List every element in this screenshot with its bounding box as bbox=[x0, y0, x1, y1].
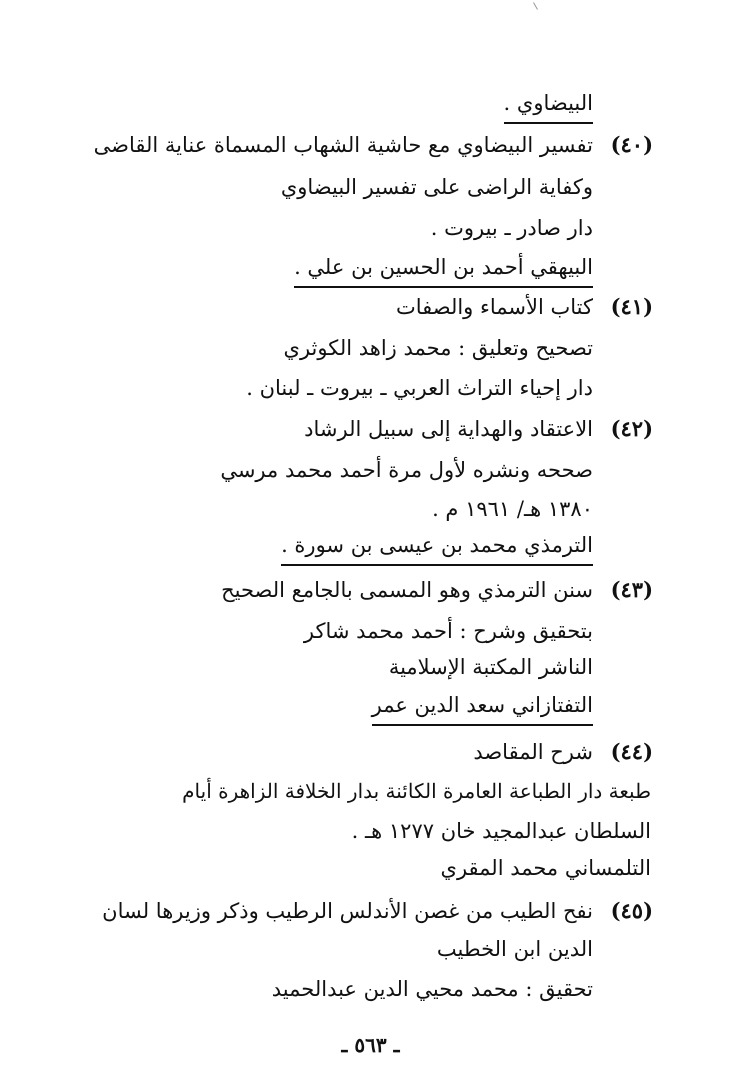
entry-editor-45: تحقيق : محمد محيي الدين عبدالحميد bbox=[271, 977, 593, 1001]
entry-edition-44: طبعة دار الطباعة العامرة الكائنة بدار الخلافة الزاهرة أيام bbox=[182, 779, 651, 803]
entry-number-40: (٤٠) bbox=[610, 132, 653, 157]
entry-title-40-cont: وكفاية الراضى على تفسير البيضاوي bbox=[280, 175, 593, 199]
entry-editor-43: بتحقيق وشرح : أحمد محمد شاكر bbox=[303, 619, 593, 643]
author-heading: البيضاوي . bbox=[504, 88, 593, 124]
entry-number-42: (٤٢) bbox=[610, 416, 653, 441]
scan-speck bbox=[533, 2, 538, 9]
author-heading: التلمساني محمد المقري bbox=[440, 856, 651, 880]
entry-title-43: سنن الترمذي وهو المسمى بالجامع الصحيح bbox=[221, 578, 593, 602]
entry-edition-44-cont: السلطان عبدالمجيد خان ١٢٧٧ هـ . bbox=[351, 819, 651, 843]
entry-title-41: كتاب الأسماء والصفات bbox=[395, 295, 593, 319]
page-number: ـ ٥٦٣ ـ bbox=[341, 1033, 400, 1057]
author-heading: التفتازاني سعد الدين عمر bbox=[372, 690, 593, 726]
entry-date-42: ١٣٨٠ هـ/ ١٩٦١ م . bbox=[432, 497, 593, 521]
entry-number-41: (٤١) bbox=[610, 294, 653, 319]
entry-publisher-43: الناشر المكتبة الإسلامية bbox=[388, 655, 593, 679]
entry-title-42: الاعتقاد والهداية إلى سبيل الرشاد bbox=[304, 417, 593, 441]
entry-title-44: شرح المقاصد bbox=[473, 740, 593, 764]
entry-editor-41: تصحيح وتعليق : محمد زاهد الكوثري bbox=[283, 336, 593, 360]
entry-title-45-cont: الدين ابن الخطيب bbox=[436, 937, 593, 961]
entry-number-43: (٤٣) bbox=[610, 577, 653, 602]
entry-title-45: نفح الطيب من غصن الأندلس الرطيب وذكر وزيرها لسان bbox=[102, 899, 593, 923]
entry-editor-42: صححه ونشره لأول مرة أحمد محمد مرسي bbox=[220, 458, 593, 482]
author-heading: البيهقي أحمد بن الحسين بن علي . bbox=[294, 252, 593, 288]
entry-title-40: تفسير البيضاوي مع حاشية الشهاب المسماة عناية القاضى bbox=[93, 133, 593, 157]
entry-publisher-40: دار صادر ـ بيروت . bbox=[430, 216, 593, 240]
entry-publisher-41: دار إحياء التراث العربي ـ بيروت ـ لبنان . bbox=[246, 376, 593, 400]
author-heading: الترمذي محمد بن عيسى بن سورة . bbox=[281, 530, 593, 566]
entry-number-44: (٤٤) bbox=[610, 739, 653, 764]
entry-number-45: (٤٥) bbox=[610, 898, 653, 923]
